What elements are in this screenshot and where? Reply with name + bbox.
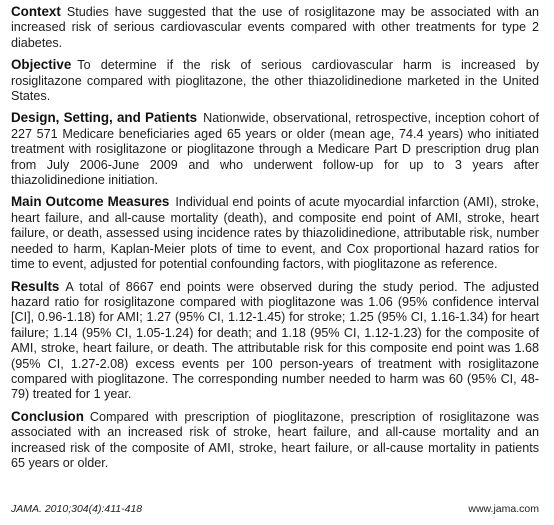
section-heading-conclusion: Conclusion [11,408,84,424]
section-heading-results: Results [11,278,60,294]
section-outcome-measures [11,194,539,272]
section-objective [11,57,539,104]
section-text-objective: To determine if the risk of serious cardiovascular harm is increased by rosiglitazone compared with pioglitazone, the other thiazolidinedione marketed in the United States. [11,58,539,104]
section-heading-outcome-measures: Main Outcome Measures [11,194,170,210]
section-text-outcome-measures: Individual end points of acute myocardial infarction (AMI), stroke, heart failure, and all-cause mortality (death), and composite end point of AMI, stroke, heart failure, or death, assessed using incidence rates by thiazolidinedione, attributable risk, number needed to harm, Kaplan-Meier plots of time to event, and Cox proportional hazard ratios for time to event, adjusted for potential confounding factors, with pioglitazone as reference. [11,195,539,272]
website-link[interactable]: www.jama.com [468,503,539,515]
section-text-design: Nationwide, observational, retrospective, inception cohort of 227 571 Medicare beneficiaries aged 65 years or older (mean age, 74.4 years) who initiated treatment with rosiglitazone or pioglitazone through a Medicare Part D prescription drug plan from July 2006-June 2009 and who underwent follow-up for up to 3 years after thiazolidinedione initiation. [11,111,539,188]
section-text-results: A total of 8667 end points were observed during the study period. The adjusted hazard ratio for rosiglitazone compared with pioglitazone was 1.06 (95% confidence interval [CI], 0.96-1.18) for AMI; 1.27 (95% CI, 1.12-1.45) for stroke; 1.25 (95% CI, 1.16-1.34) for heart failure; 1.14 (95% CI, 1.05-1.24) for death; and 1.18 (95% CI, 1.12-1.23) for the composite of AMI, stroke, heart failure, or death. The attributable risk for this composite end point was 1.68 (95% CI, 1.27-2.08) excess events per 100 person-years of treatment with rosiglitazone compared with pioglitazone. The corresponding number needed to harm was 60 (95% CI, 48-79) treated for 1 year. [11,279,539,402]
section-results [11,279,539,403]
section-heading-context: Context [11,4,61,19]
section-design [11,110,539,188]
section-conclusion [11,409,539,472]
section-text-context: Studies have suggested that the use of rosiglitazone may be associated with an increased risk of serious cardiovascular events compared with other treatments for type 2 diabetes. [11,5,539,50]
section-heading-design: Design, Setting, and Patients [11,110,198,126]
citation: JAMA. 2010;304(4):411-418 [11,503,143,515]
section-heading-objective: Objective [11,57,72,73]
section-text-conclusion: Compared with prescription of pioglitazone, prescription of rosiglitazone was associated with an increased risk of stroke, heart failure, and all-cause mortality and an increased risk of the composite of AMI, stroke, heart failure, or all-cause mortality in patients 65 years or older. [11,409,539,470]
abstract [11,4,539,477]
section-context [11,4,539,51]
